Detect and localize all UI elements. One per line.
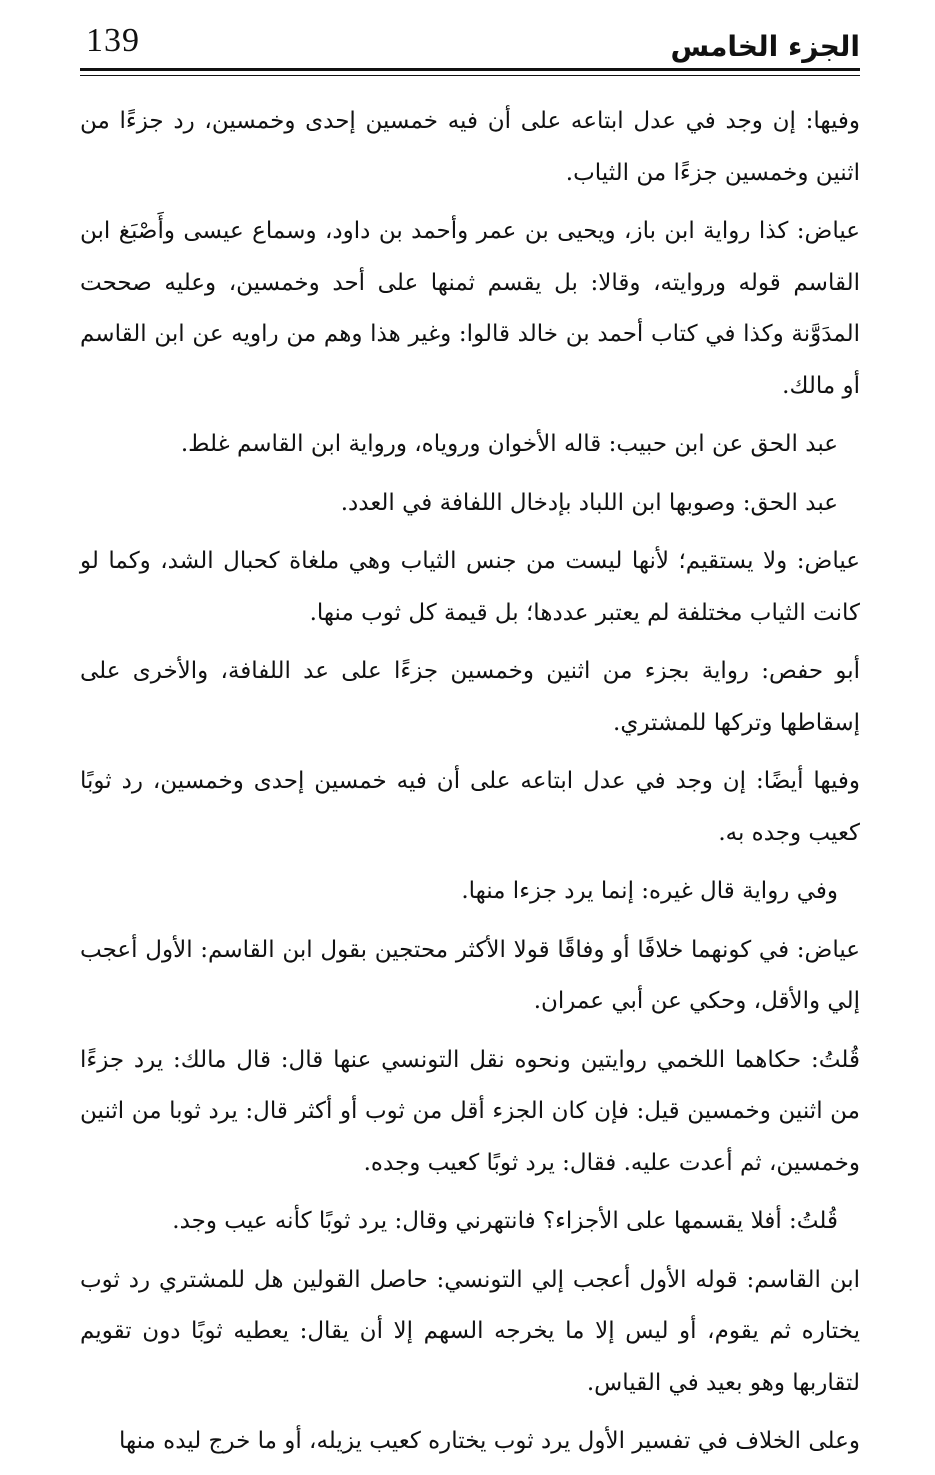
paragraph: قُلتُ: أفلا يقسمها على الأجزاء؟ فانتهرني وقال: يرد ثوبًا كأنه عيب وجد.	[172, 1208, 838, 1234]
paragraph: وفي رواية قال غيره: إنما يرد جزءا منها.	[461, 878, 838, 904]
paragraph: أبو حفص: رواية بجزء من اثنين وخمسين جزءًا على عد اللفافة، والأخرى على إسقاطها وتركها للمشتري.	[80, 658, 860, 736]
paragraph: وعلى الخلاف في تفسير الأول يرد ثوب يختاره كعيب يزيله، أو ما خرج ليده منها	[118, 1428, 860, 1454]
paragraph: عبد الحق: وصوبها ابن اللباد بإدخال اللفافة في العدد.	[340, 489, 838, 516]
paragraph: عبد الحق عن ابن حبيب: قاله الأخوان وروياه، ورواية ابن القاسم غلط.	[180, 431, 838, 457]
running-title: الجزء الخامس	[670, 30, 860, 63]
paragraph: قُلتُ: حكاهما اللخمي روايتين ونحوه نقل التونسي عنها قال: قال مالك: يرد جزءًا من اثنين وخمسين قيل: فإن كان الجزء أقل من ثوب أو أكثر قال: يرد ثوبا من اثنين وخمسين، ثم أعدت عليه. فقال: يرد ثوبًا كعيب وجده.	[80, 1046, 860, 1176]
paragraph: عياض: في كونهما خلافًا أو وفاقًا قولا الأكثر محتجين بقول ابن القاسم: الأول أعجب إلي والأقل، وحكي عن أبي عمران.	[80, 936, 860, 1014]
paragraph: عياض: ولا يستقيم؛ لأنها ليست من جنس الثياب وهي ملغاة كحبال الشد، وكما لو كانت الثياب مختلفة لم يعتبر عددها؛ بل قيمة كل ثوب منها.	[80, 548, 860, 626]
page-number: 139	[86, 22, 140, 59]
paragraph: وفيها أيضًا: إن وجد في عدل ابتاعه على أن فيه خمسين إحدى وخمسين، رد ثوبًا كعيب وجده به.	[80, 768, 860, 846]
paragraph: ابن القاسم: قوله الأول أعجب إلي التونسي: حاصل القولين هل للمشتري رد ثوب يختاره ثم يقوم، أو ليس إلا ما يخرجه السهم إلا أن يقال: يعطيه ثوبًا دون تقويم لتقاربها وهو بعيد في القياس.	[80, 1266, 860, 1396]
page-body	[80, 96, 860, 1475]
header-rule-thin	[80, 75, 860, 76]
paragraph: عياض: كذا رواية ابن باز، ويحيى بن عمر وأحمد بن داود، وسماع عيسى وأَصْبَغ ابن القاسم قوله وروايته، وقالا: بل يقسم ثمنها على أحد وخمسين، وعليه صححت المدَوَّنة وكذا في كتاب أحمد بن خالد قالوا: وغير هذا وهم من راويه عن ابن القاسم أو مالك.	[80, 218, 860, 399]
paragraph: وفيها: إن وجد في عدل ابتاعه على أن فيه خمسين إحدى وخمسين، رد جزءًا من اثنين وخمسين جزءًا من الثياب.	[80, 108, 860, 186]
header-rule-thick	[80, 68, 860, 71]
